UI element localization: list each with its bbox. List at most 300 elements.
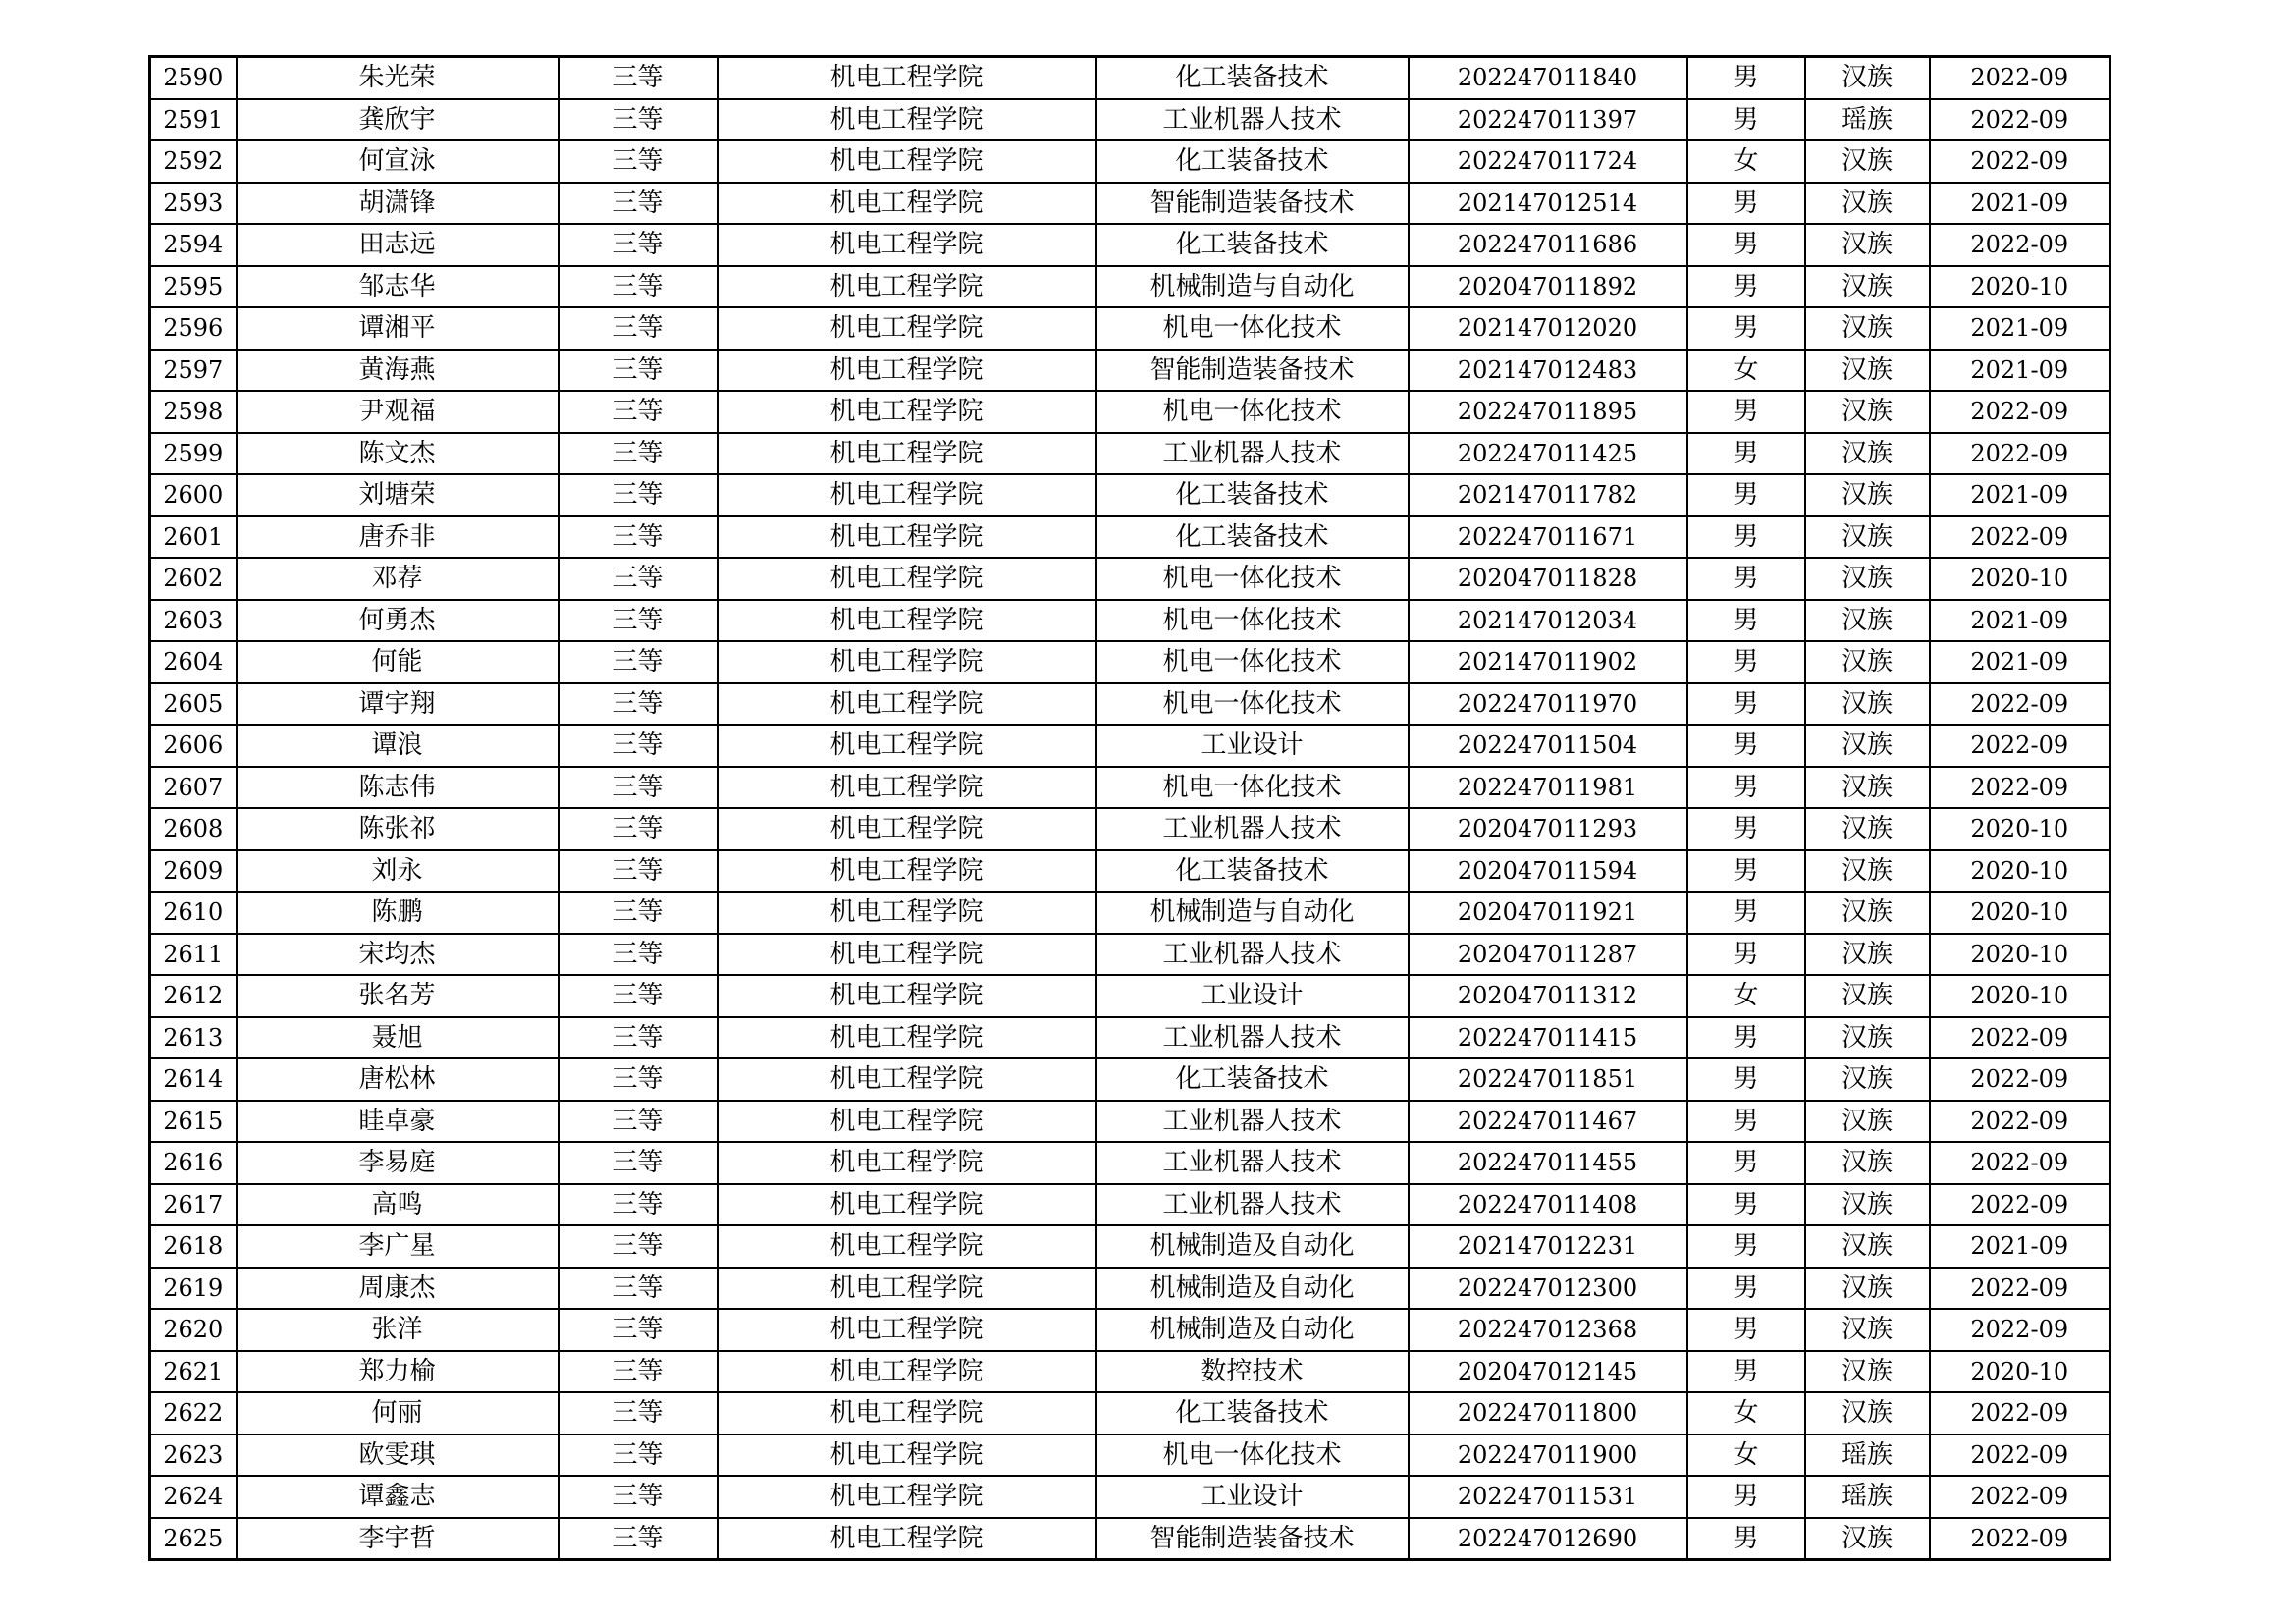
- cell-enrollment-date: 2020-10: [1930, 558, 2110, 600]
- cell-gender: 男: [1687, 57, 1805, 99]
- cell-award-level: 三等: [559, 1101, 718, 1143]
- cell-college: 机电工程学院: [718, 1351, 1096, 1393]
- cell-row-number: 2621: [150, 1351, 237, 1393]
- cell-student-id: 202247011851: [1409, 1058, 1687, 1101]
- cell-ethnicity: 汉族: [1805, 1225, 1930, 1268]
- cell-enrollment-date: 2021-09: [1930, 1225, 2110, 1268]
- cell-gender: 男: [1687, 224, 1805, 266]
- cell-student-id: 202247011686: [1409, 224, 1687, 266]
- cell-row-number: 2612: [150, 975, 237, 1017]
- cell-row-number: 2624: [150, 1476, 237, 1518]
- cell-student-name: 邹志华: [237, 266, 559, 308]
- cell-row-number: 2625: [150, 1518, 237, 1560]
- cell-college: 机电工程学院: [718, 1392, 1096, 1435]
- cell-student-name: 郑力榆: [237, 1351, 559, 1393]
- cell-college: 机电工程学院: [718, 391, 1096, 433]
- cell-student-name: 聂旭: [237, 1017, 559, 1059]
- cell-enrollment-date: 2022-09: [1930, 57, 2110, 99]
- cell-student-name: 李宇哲: [237, 1518, 559, 1560]
- cell-major: 化工装备技术: [1096, 57, 1409, 99]
- cell-ethnicity: 汉族: [1805, 850, 1930, 893]
- cell-student-id: 202247011467: [1409, 1101, 1687, 1143]
- cell-row-number: 2615: [150, 1101, 237, 1143]
- cell-major: 机电一体化技术: [1096, 641, 1409, 683]
- cell-enrollment-date: 2022-09: [1930, 1017, 2110, 1059]
- cell-college: 机电工程学院: [718, 808, 1096, 850]
- table-row: [150, 808, 2110, 850]
- cell-gender: 男: [1687, 474, 1805, 516]
- table-row: [150, 725, 2110, 767]
- cell-major: 化工装备技术: [1096, 516, 1409, 559]
- cell-major: 化工装备技术: [1096, 140, 1409, 183]
- cell-row-number: 2617: [150, 1184, 237, 1226]
- cell-student-id: 202147011902: [1409, 641, 1687, 683]
- cell-major: 工业机器人技术: [1096, 433, 1409, 475]
- cell-award-level: 三等: [559, 975, 718, 1017]
- cell-student-id: 202047011594: [1409, 850, 1687, 893]
- table-row: [150, 99, 2110, 141]
- cell-college: 机电工程学院: [718, 1017, 1096, 1059]
- cell-student-id: 202047011921: [1409, 892, 1687, 934]
- cell-gender: 男: [1687, 1476, 1805, 1518]
- cell-award-level: 三等: [559, 1518, 718, 1560]
- cell-major: 工业机器人技术: [1096, 1142, 1409, 1184]
- cell-award-level: 三等: [559, 767, 718, 809]
- cell-major: 化工装备技术: [1096, 474, 1409, 516]
- cell-major: 机电一体化技术: [1096, 1435, 1409, 1477]
- cell-college: 机电工程学院: [718, 183, 1096, 225]
- table-row: [150, 307, 2110, 350]
- table-row: [150, 266, 2110, 308]
- cell-gender: 男: [1687, 1309, 1805, 1351]
- cell-student-name: 陈张祁: [237, 808, 559, 850]
- cell-enrollment-date: 2022-09: [1930, 725, 2110, 767]
- table-row: [150, 1476, 2110, 1518]
- cell-ethnicity: 汉族: [1805, 1518, 1930, 1560]
- cell-student-name: 周康杰: [237, 1268, 559, 1310]
- cell-student-id: 202247011455: [1409, 1142, 1687, 1184]
- cell-enrollment-date: 2022-09: [1930, 1268, 2110, 1310]
- table-row: [150, 140, 2110, 183]
- cell-major: 工业机器人技术: [1096, 99, 1409, 141]
- cell-major: 工业设计: [1096, 975, 1409, 1017]
- cell-gender: 女: [1687, 1435, 1805, 1477]
- table-row: [150, 1392, 2110, 1435]
- cell-college: 机电工程学院: [718, 1268, 1096, 1310]
- cell-major: 工业设计: [1096, 1476, 1409, 1518]
- cell-major: 智能制造装备技术: [1096, 183, 1409, 225]
- cell-row-number: 2619: [150, 1268, 237, 1310]
- cell-row-number: 2593: [150, 183, 237, 225]
- cell-student-name: 李广星: [237, 1225, 559, 1268]
- cell-gender: 女: [1687, 140, 1805, 183]
- cell-ethnicity: 汉族: [1805, 307, 1930, 350]
- cell-college: 机电工程学院: [718, 1518, 1096, 1560]
- cell-student-name: 谭宇翔: [237, 683, 559, 726]
- table-row: [150, 224, 2110, 266]
- cell-ethnicity: 汉族: [1805, 808, 1930, 850]
- table-row: [150, 57, 2110, 99]
- cell-student-name: 何丽: [237, 1392, 559, 1435]
- cell-student-name: 尹观福: [237, 391, 559, 433]
- cell-college: 机电工程学院: [718, 57, 1096, 99]
- cell-student-id: 202147012231: [1409, 1225, 1687, 1268]
- cell-ethnicity: 瑶族: [1805, 1435, 1930, 1477]
- cell-row-number: 2602: [150, 558, 237, 600]
- cell-student-name: 高鸣: [237, 1184, 559, 1226]
- cell-college: 机电工程学院: [718, 975, 1096, 1017]
- cell-major: 化工装备技术: [1096, 1058, 1409, 1101]
- cell-student-id: 202247012690: [1409, 1518, 1687, 1560]
- cell-row-number: 2622: [150, 1392, 237, 1435]
- cell-college: 机电工程学院: [718, 1225, 1096, 1268]
- cell-student-id: 202247011900: [1409, 1435, 1687, 1477]
- cell-student-id: 202047011293: [1409, 808, 1687, 850]
- cell-row-number: 2607: [150, 767, 237, 809]
- cell-award-level: 三等: [559, 1392, 718, 1435]
- cell-enrollment-date: 2021-09: [1930, 307, 2110, 350]
- cell-college: 机电工程学院: [718, 934, 1096, 976]
- cell-enrollment-date: 2022-09: [1930, 1101, 2110, 1143]
- cell-ethnicity: 汉族: [1805, 934, 1930, 976]
- table-row: [150, 1184, 2110, 1226]
- cell-award-level: 三等: [559, 641, 718, 683]
- cell-enrollment-date: 2022-09: [1930, 1392, 2110, 1435]
- cell-college: 机电工程学院: [718, 1142, 1096, 1184]
- cell-college: 机电工程学院: [718, 266, 1096, 308]
- cell-award-level: 三等: [559, 350, 718, 392]
- cell-award-level: 三等: [559, 808, 718, 850]
- cell-row-number: 2608: [150, 808, 237, 850]
- cell-student-name: 谭鑫志: [237, 1476, 559, 1518]
- cell-ethnicity: 汉族: [1805, 1058, 1930, 1101]
- cell-student-name: 唐松林: [237, 1058, 559, 1101]
- cell-award-level: 三等: [559, 683, 718, 726]
- cell-college: 机电工程学院: [718, 1101, 1096, 1143]
- cell-college: 机电工程学院: [718, 892, 1096, 934]
- cell-major: 机械制造与自动化: [1096, 266, 1409, 308]
- cell-gender: 男: [1687, 1225, 1805, 1268]
- cell-award-level: 三等: [559, 307, 718, 350]
- cell-award-level: 三等: [559, 1268, 718, 1310]
- cell-college: 机电工程学院: [718, 558, 1096, 600]
- cell-student-name: 李易庭: [237, 1142, 559, 1184]
- cell-student-name: 刘永: [237, 850, 559, 893]
- table-body: [150, 57, 2110, 1560]
- cell-enrollment-date: 2022-09: [1930, 1058, 2110, 1101]
- cell-college: 机电工程学院: [718, 1309, 1096, 1351]
- cell-student-id: 202247012368: [1409, 1309, 1687, 1351]
- cell-row-number: 2594: [150, 224, 237, 266]
- cell-ethnicity: 汉族: [1805, 516, 1930, 559]
- cell-student-name: 黄海燕: [237, 350, 559, 392]
- cell-award-level: 三等: [559, 1476, 718, 1518]
- cell-student-name: 何能: [237, 641, 559, 683]
- cell-award-level: 三等: [559, 1309, 718, 1351]
- cell-ethnicity: 瑶族: [1805, 1476, 1930, 1518]
- cell-gender: 女: [1687, 350, 1805, 392]
- cell-ethnicity: 汉族: [1805, 1101, 1930, 1143]
- cell-student-name: 何勇杰: [237, 600, 559, 642]
- cell-major: 智能制造装备技术: [1096, 350, 1409, 392]
- cell-award-level: 三等: [559, 433, 718, 475]
- cell-award-level: 三等: [559, 99, 718, 141]
- table-row: [150, 1017, 2110, 1059]
- cell-gender: 男: [1687, 725, 1805, 767]
- cell-award-level: 三等: [559, 1225, 718, 1268]
- cell-ethnicity: 汉族: [1805, 266, 1930, 308]
- cell-ethnicity: 汉族: [1805, 391, 1930, 433]
- cell-row-number: 2597: [150, 350, 237, 392]
- cell-row-number: 2590: [150, 57, 237, 99]
- cell-enrollment-date: 2021-09: [1930, 183, 2110, 225]
- cell-college: 机电工程学院: [718, 99, 1096, 141]
- cell-college: 机电工程学院: [718, 600, 1096, 642]
- cell-gender: 男: [1687, 1017, 1805, 1059]
- cell-row-number: 2603: [150, 600, 237, 642]
- cell-major: 机电一体化技术: [1096, 683, 1409, 726]
- cell-award-level: 三等: [559, 1142, 718, 1184]
- cell-student-id: 202247012300: [1409, 1268, 1687, 1310]
- table-row: [150, 183, 2110, 225]
- cell-enrollment-date: 2021-09: [1930, 474, 2110, 516]
- cell-enrollment-date: 2021-09: [1930, 350, 2110, 392]
- cell-student-id: 202047011828: [1409, 558, 1687, 600]
- cell-gender: 男: [1687, 183, 1805, 225]
- cell-student-name: 陈鹏: [237, 892, 559, 934]
- cell-college: 机电工程学院: [718, 725, 1096, 767]
- cell-enrollment-date: 2022-09: [1930, 1184, 2110, 1226]
- cell-enrollment-date: 2022-09: [1930, 140, 2110, 183]
- cell-enrollment-date: 2022-09: [1930, 1142, 2110, 1184]
- cell-enrollment-date: 2020-10: [1930, 1351, 2110, 1393]
- cell-gender: 女: [1687, 975, 1805, 1017]
- cell-college: 机电工程学院: [718, 1184, 1096, 1226]
- table-row: [150, 892, 2110, 934]
- cell-row-number: 2595: [150, 266, 237, 308]
- cell-major: 机电一体化技术: [1096, 307, 1409, 350]
- cell-award-level: 三等: [559, 224, 718, 266]
- cell-row-number: 2605: [150, 683, 237, 726]
- cell-enrollment-date: 2021-09: [1930, 641, 2110, 683]
- cell-ethnicity: 汉族: [1805, 1184, 1930, 1226]
- cell-student-id: 202047011892: [1409, 266, 1687, 308]
- cell-student-id: 202247011895: [1409, 391, 1687, 433]
- cell-row-number: 2600: [150, 474, 237, 516]
- cell-student-id: 202247011504: [1409, 725, 1687, 767]
- cell-award-level: 三等: [559, 266, 718, 308]
- cell-gender: 男: [1687, 641, 1805, 683]
- cell-enrollment-date: 2022-09: [1930, 767, 2110, 809]
- table-row: [150, 1101, 2110, 1143]
- cell-student-id: 202047011287: [1409, 934, 1687, 976]
- cell-row-number: 2599: [150, 433, 237, 475]
- cell-ethnicity: 汉族: [1805, 57, 1930, 99]
- cell-award-level: 三等: [559, 850, 718, 893]
- cell-enrollment-date: 2022-09: [1930, 433, 2110, 475]
- cell-row-number: 2616: [150, 1142, 237, 1184]
- cell-gender: 男: [1687, 433, 1805, 475]
- cell-award-level: 三等: [559, 57, 718, 99]
- cell-award-level: 三等: [559, 558, 718, 600]
- cell-gender: 男: [1687, 892, 1805, 934]
- cell-student-name: 眭卓豪: [237, 1101, 559, 1143]
- cell-row-number: 2596: [150, 307, 237, 350]
- cell-ethnicity: 汉族: [1805, 892, 1930, 934]
- cell-gender: 男: [1687, 516, 1805, 559]
- cell-gender: 男: [1687, 934, 1805, 976]
- cell-enrollment-date: 2022-09: [1930, 99, 2110, 141]
- cell-college: 机电工程学院: [718, 1058, 1096, 1101]
- cell-student-name: 唐乔非: [237, 516, 559, 559]
- cell-ethnicity: 汉族: [1805, 474, 1930, 516]
- cell-row-number: 2613: [150, 1017, 237, 1059]
- cell-major: 工业机器人技术: [1096, 1101, 1409, 1143]
- cell-award-level: 三等: [559, 1351, 718, 1393]
- cell-major: 机电一体化技术: [1096, 558, 1409, 600]
- cell-gender: 男: [1687, 767, 1805, 809]
- cell-gender: 男: [1687, 683, 1805, 726]
- cell-gender: 男: [1687, 850, 1805, 893]
- cell-gender: 男: [1687, 1184, 1805, 1226]
- cell-row-number: 2604: [150, 641, 237, 683]
- cell-row-number: 2610: [150, 892, 237, 934]
- cell-gender: 男: [1687, 99, 1805, 141]
- cell-award-level: 三等: [559, 600, 718, 642]
- cell-award-level: 三等: [559, 474, 718, 516]
- cell-college: 机电工程学院: [718, 433, 1096, 475]
- cell-major: 工业机器人技术: [1096, 1017, 1409, 1059]
- cell-ethnicity: 汉族: [1805, 183, 1930, 225]
- table-row: [150, 516, 2110, 559]
- cell-gender: 男: [1687, 307, 1805, 350]
- cell-gender: 男: [1687, 558, 1805, 600]
- cell-ethnicity: 汉族: [1805, 433, 1930, 475]
- cell-major: 化工装备技术: [1096, 1392, 1409, 1435]
- table-row: [150, 767, 2110, 809]
- cell-student-name: 陈文杰: [237, 433, 559, 475]
- cell-ethnicity: 汉族: [1805, 224, 1930, 266]
- cell-award-level: 三等: [559, 934, 718, 976]
- table-row: [150, 1142, 2110, 1184]
- cell-enrollment-date: 2020-10: [1930, 934, 2110, 976]
- cell-student-name: 欧雯琪: [237, 1435, 559, 1477]
- cell-ethnicity: 汉族: [1805, 1142, 1930, 1184]
- table-row: [150, 1268, 2110, 1310]
- cell-student-name: 刘塘荣: [237, 474, 559, 516]
- cell-ethnicity: 汉族: [1805, 558, 1930, 600]
- cell-award-level: 三等: [559, 391, 718, 433]
- cell-ethnicity: 汉族: [1805, 975, 1930, 1017]
- cell-student-name: 朱光荣: [237, 57, 559, 99]
- table-row: [150, 1058, 2110, 1101]
- cell-college: 机电工程学院: [718, 516, 1096, 559]
- cell-student-id: 202247011840: [1409, 57, 1687, 99]
- cell-row-number: 2618: [150, 1225, 237, 1268]
- cell-ethnicity: 汉族: [1805, 641, 1930, 683]
- cell-major: 智能制造装备技术: [1096, 1518, 1409, 1560]
- cell-major: 机械制造及自动化: [1096, 1268, 1409, 1310]
- cell-college: 机电工程学院: [718, 474, 1096, 516]
- cell-gender: 男: [1687, 808, 1805, 850]
- cell-student-name: 何宣泳: [237, 140, 559, 183]
- cell-ethnicity: 汉族: [1805, 350, 1930, 392]
- cell-row-number: 2609: [150, 850, 237, 893]
- cell-major: 机械制造与自动化: [1096, 892, 1409, 934]
- cell-student-id: 202147012034: [1409, 600, 1687, 642]
- cell-row-number: 2601: [150, 516, 237, 559]
- cell-college: 机电工程学院: [718, 767, 1096, 809]
- table-row: [150, 934, 2110, 976]
- cell-gender: 男: [1687, 1351, 1805, 1393]
- cell-major: 工业机器人技术: [1096, 934, 1409, 976]
- cell-row-number: 2623: [150, 1435, 237, 1477]
- cell-award-level: 三等: [559, 1184, 718, 1226]
- cell-college: 机电工程学院: [718, 307, 1096, 350]
- cell-major: 化工装备技术: [1096, 850, 1409, 893]
- cell-student-id: 202047012145: [1409, 1351, 1687, 1393]
- table-row: [150, 350, 2110, 392]
- cell-award-level: 三等: [559, 183, 718, 225]
- cell-award-level: 三等: [559, 1017, 718, 1059]
- cell-ethnicity: 汉族: [1805, 767, 1930, 809]
- cell-student-id: 202247011724: [1409, 140, 1687, 183]
- cell-student-name: 田志远: [237, 224, 559, 266]
- cell-enrollment-date: 2020-10: [1930, 266, 2110, 308]
- cell-major: 机电一体化技术: [1096, 767, 1409, 809]
- cell-student-id: 202247011408: [1409, 1184, 1687, 1226]
- cell-enrollment-date: 2022-09: [1930, 516, 2110, 559]
- cell-college: 机电工程学院: [718, 140, 1096, 183]
- cell-enrollment-date: 2022-09: [1930, 391, 2110, 433]
- cell-student-name: 谭浪: [237, 725, 559, 767]
- cell-gender: 男: [1687, 1101, 1805, 1143]
- table-row: [150, 391, 2110, 433]
- cell-student-name: 胡潇锋: [237, 183, 559, 225]
- cell-ethnicity: 汉族: [1805, 1392, 1930, 1435]
- cell-row-number: 2606: [150, 725, 237, 767]
- cell-ethnicity: 汉族: [1805, 1309, 1930, 1351]
- cell-ethnicity: 汉族: [1805, 1351, 1930, 1393]
- cell-ethnicity: 汉族: [1805, 683, 1930, 726]
- table-row: [150, 1435, 2110, 1477]
- cell-gender: 男: [1687, 266, 1805, 308]
- cell-gender: 男: [1687, 1518, 1805, 1560]
- cell-student-id: 202247011425: [1409, 433, 1687, 475]
- table-row: [150, 1309, 2110, 1351]
- cell-student-name: 龚欣宇: [237, 99, 559, 141]
- table-row: [150, 850, 2110, 893]
- cell-college: 机电工程学院: [718, 641, 1096, 683]
- cell-student-id: 202247011531: [1409, 1476, 1687, 1518]
- cell-student-name: 邓荐: [237, 558, 559, 600]
- cell-row-number: 2620: [150, 1309, 237, 1351]
- cell-college: 机电工程学院: [718, 683, 1096, 726]
- cell-student-id: 202247011671: [1409, 516, 1687, 559]
- table-row: [150, 433, 2110, 475]
- cell-student-name: 陈志伟: [237, 767, 559, 809]
- cell-enrollment-date: 2020-10: [1930, 892, 2110, 934]
- cell-award-level: 三等: [559, 725, 718, 767]
- cell-enrollment-date: 2020-10: [1930, 808, 2110, 850]
- table-row: [150, 975, 2110, 1017]
- cell-student-id: 202247011800: [1409, 1392, 1687, 1435]
- cell-gender: 男: [1687, 1058, 1805, 1101]
- cell-gender: 男: [1687, 1268, 1805, 1310]
- table-row: [150, 1351, 2110, 1393]
- cell-ethnicity: 瑶族: [1805, 99, 1930, 141]
- cell-student-id: 202247011397: [1409, 99, 1687, 141]
